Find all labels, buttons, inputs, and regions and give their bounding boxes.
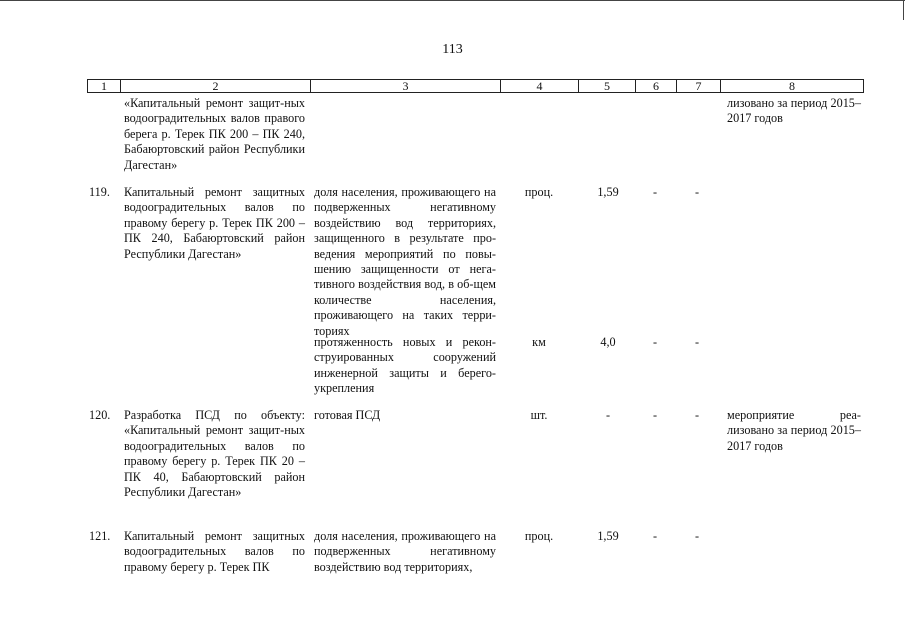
column-header-1: 1 [87,79,120,93]
implementation-note: мероприятие реа-лизовано за период 2015–2017 годов [727,408,861,453]
column-header-7: 7 [676,79,720,93]
indicator-value-6: - [652,408,658,422]
indicator-value-6: - [652,185,658,199]
indicator-unit: км [532,335,546,349]
column-header-4: 4 [500,79,578,93]
scan-edge-right [903,0,904,20]
measure-name: Капитальный ремонт защитных водооградительных валов по правому берегу р. Терек ПК 200 – ПК 240, Бабаюртовский район Республики Дагестан» [124,185,305,261]
indicator-value-7: - [694,185,700,199]
row-number: 121. [89,529,111,543]
row-number: 119. [89,185,110,199]
indicator-text: доля населения, проживающего на подверженных негативному воздействию вод территориях, защищенного в результате про-ведения мероприятий по повы-шению защищенности от нега-тивного воздействия вод, в об-щем количестве населения, проживающего на таких терри-ториях [314,185,496,338]
measure-name: Разработка ПСД по объекту: «Капитальный ремонт защит-ных водооградительных валов по правому берегу р. Терек ПК 20 – ПК 40, Бабаюртовский район Республики Дагестан» [124,408,305,500]
indicator-value: 4,0 [600,335,616,349]
page-number: 113 [442,42,463,57]
column-header-3: 3 [310,79,500,93]
indicator-value-6: - [652,335,658,349]
indicator-text: готовая ПСД [314,408,381,422]
indicator-value-7: - [694,408,700,422]
indicator-value: 1,59 [597,185,619,199]
indicator-unit: проц. [524,529,554,543]
indicator-text: протяженность новых и рекон-струированных сооружений инженерной защиты и берего-укрепления [314,335,496,396]
indicator-unit: проц. [524,185,554,199]
row-number: 120. [89,408,111,422]
indicator-value-7: - [694,529,700,543]
column-header-5: 5 [578,79,635,93]
column-header-8: 8 [720,79,864,93]
column-header-2: 2 [120,79,310,93]
measure-name: «Капитальный ремонт защит-ных водооградительных валов правого берега р. Терек ПК 200 – ПК 240, Бабаюртовский район Республики Дагестан» [124,96,305,172]
indicator-value-7: - [694,335,700,349]
indicator-text: доля населения, проживающего на подверженных негативному воздействию вод территориях, [314,529,496,574]
indicator-value: - [605,408,611,422]
indicator-unit: шт. [530,408,548,422]
indicator-value-6: - [652,529,658,543]
scan-edge-top [0,0,905,1]
column-header-6: 6 [635,79,676,93]
measure-name: Капитальный ремонт защитных водооградительных валов по правому берегу р. Терек ПК [124,529,305,574]
implementation-note: лизовано за период 2015–2017 годов [727,96,861,126]
indicator-value: 1,59 [597,529,619,543]
